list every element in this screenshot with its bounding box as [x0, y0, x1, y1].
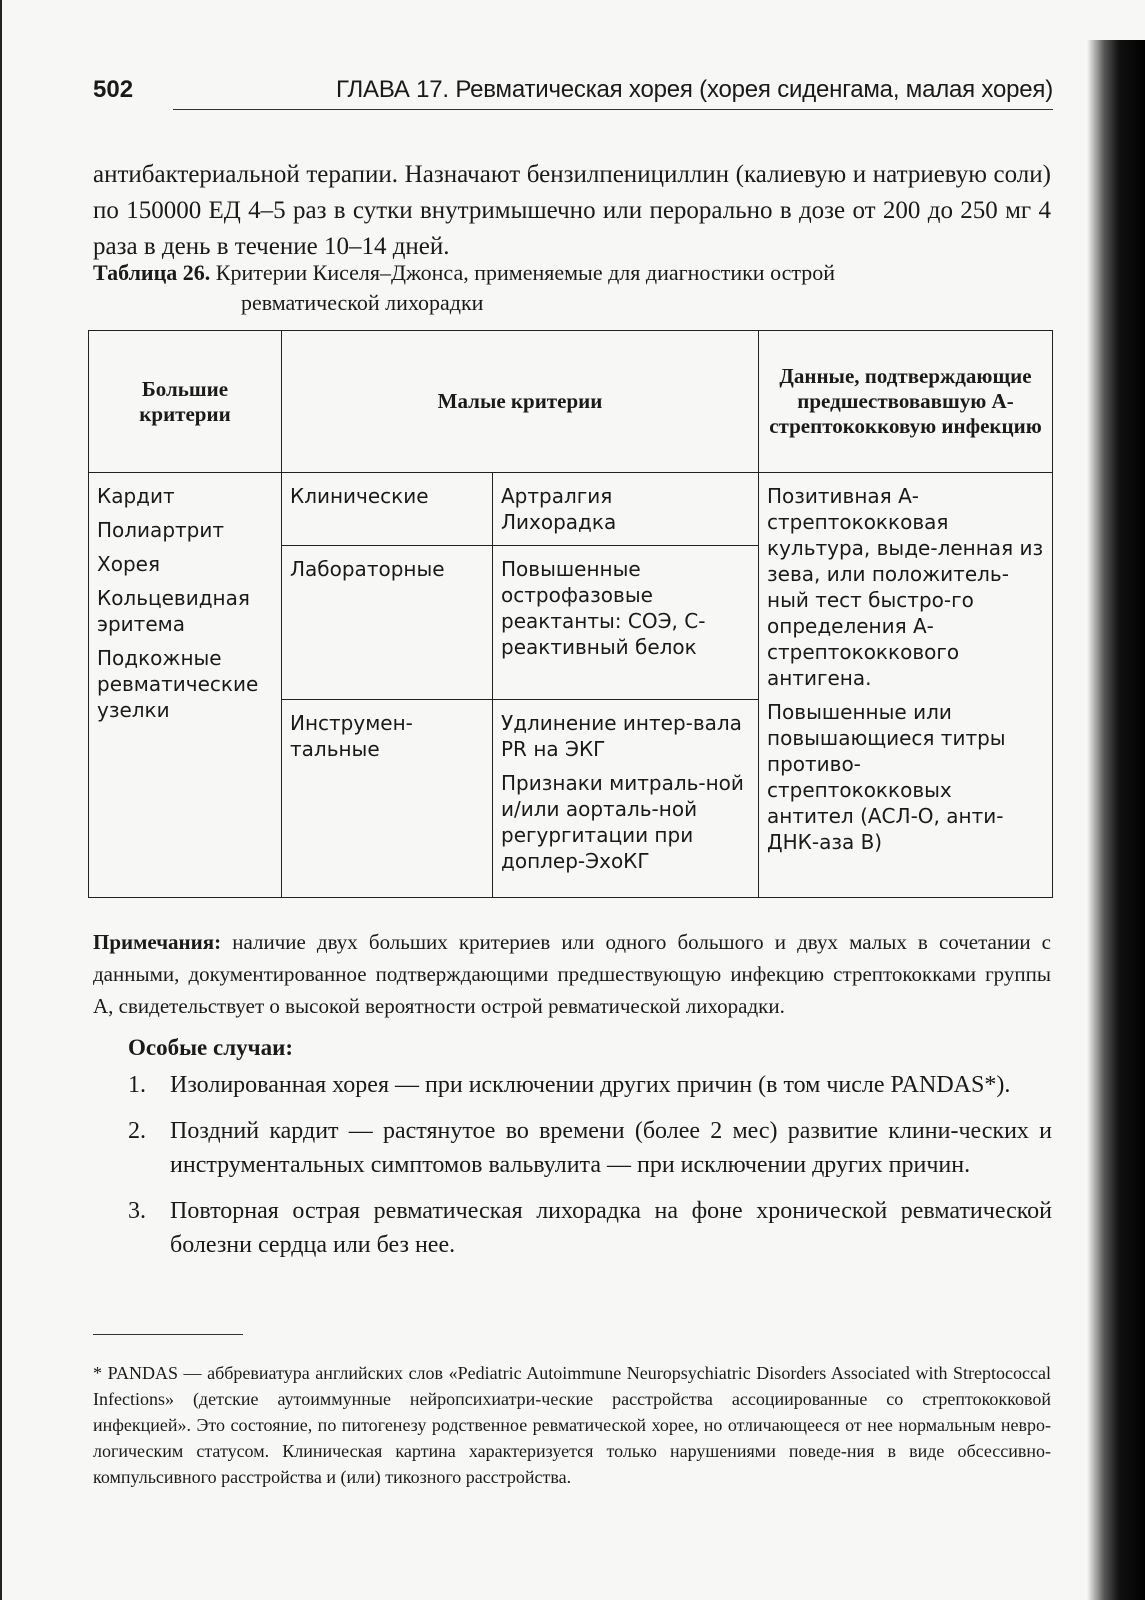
table-caption-line1: Критерии Киселя–Джонса, применяемые для диагностики острой	[215, 260, 836, 285]
header-major-criteria: Большие критерии	[89, 331, 282, 473]
minor-item: Лихорадка	[501, 510, 617, 534]
page-left-edge	[0, 0, 2, 1600]
page-number: 502	[93, 76, 134, 103]
evidence-item: Повышенные или повышающиеся титры противо-стрептококковых антител (АСЛ-О, анти-ДНК-аза В)	[767, 700, 1006, 854]
header-rule	[173, 109, 1053, 110]
minor-items-cell	[493, 546, 759, 700]
special-cases-list	[128, 1068, 1052, 1274]
evidence-item: Позитивная А-стрептококковая культура, выде-ленная из зева, или положитель-ный тест быстро-го определения А-стрептококкового антигена.	[767, 484, 1044, 690]
list-item-number: 1.	[128, 1072, 146, 1098]
running-title: ГЛАВА 17. Ревматическая хорея (хорея сиденгама, малая хорея)	[336, 76, 1053, 103]
evidence-cell	[759, 473, 1053, 898]
notes-paragraph	[93, 926, 1051, 1022]
table-caption-line2: ревматической лихорадки	[241, 290, 484, 315]
minor-category: Лабораторные	[282, 546, 493, 700]
minor-category: Клинические	[282, 473, 493, 546]
major-item: Кардит	[97, 484, 175, 508]
minor-item: Удлинение интер-вала PR на ЭКГ	[501, 711, 742, 761]
list-item-text: Изолированная хорея — при исключении других причин (в том числе PANDAS*).	[170, 1072, 1011, 1098]
notes-text: наличие двух больших критериев или одного большого и двух малых в сочетании с данными, документированное подтверждающими предшествующую инфекцию стрептококками группы А, свидетельствует о высокой вероятности острой ревматической лихорадки.	[93, 930, 1051, 1018]
table-caption	[93, 258, 1051, 318]
footnote: * PANDAS — аббревиатура английских слов «Pediatric Autoimmune Neuropsychiatric Disorders Associated with Streptococcal Infections» (детские аутоиммунные нейропсихиатри-ческие расстройства ассоциированные со стрептококковой инфекцией». Это состояние, по питогенезу родственное ревматической хорее, но отличающееся от нее нормальным невро-логическим статусом. Клиническая картина характеризуется только нарушениями поведе-ния в виде обсессивно-компульсивного расстройства и (или) тикозного расстройства.	[93, 1363, 1051, 1487]
minor-item: Повышенные острофазовые реактанты: СОЭ, С-реактивный белок	[501, 557, 706, 659]
minor-item: Признаки митраль-ной и/или аорталь-ной регургитации при доплер-ЭхоКГ	[501, 771, 744, 873]
list-item	[128, 1114, 1052, 1182]
list-item-text: Поздний кардит — растянутое во времени (более 2 мес) развитие клини-ческих и инструментальных симптомов вальвулита — при исключении других причин.	[170, 1118, 1052, 1178]
table-caption-label: Таблица 26.	[93, 260, 211, 285]
book-spine-shadow	[1087, 40, 1145, 1600]
major-item: Кольцевидная эритема	[97, 586, 250, 636]
intro-paragraph: антибактериальной терапии. Назначают бензилпенициллин (калиевую и натриевую соли) по 150000 ЕД 4–5 раз в сутки внутримышечно или перорально в дозе от 200 до 250 мг 4 раза в день в течение 10–14 дней.	[93, 161, 1051, 260]
special-cases-title: Особые случаи:	[128, 1035, 294, 1060]
notes-label: Примечания:	[93, 930, 222, 954]
major-criteria-cell	[89, 473, 282, 898]
list-item-number: 3.	[128, 1198, 146, 1224]
header-evidence: Данные, подтверждающие предшествовавшую А-стрептококковую инфекцию	[759, 331, 1053, 473]
major-item: Подкожные ревматические узелки	[97, 646, 259, 722]
minor-item: Артралгия	[501, 484, 613, 508]
footnote-rule	[93, 1334, 243, 1335]
minor-category: Инструмен-тальные	[282, 700, 493, 898]
list-item-text: Повторная острая ревматическая лихорадка на фоне хронической ревматической болезни сердца или без нее.	[170, 1198, 1052, 1258]
criteria-table	[88, 330, 1053, 898]
running-header	[93, 76, 1053, 110]
minor-items-cell	[493, 473, 759, 546]
major-item: Полиартрит	[97, 518, 225, 542]
header-minor-criteria: Малые критерии	[282, 331, 759, 473]
major-item: Хорея	[97, 552, 160, 576]
list-item	[128, 1194, 1052, 1262]
minor-items-cell	[493, 700, 759, 898]
list-item	[128, 1068, 1052, 1102]
list-item-number: 2.	[128, 1118, 146, 1144]
